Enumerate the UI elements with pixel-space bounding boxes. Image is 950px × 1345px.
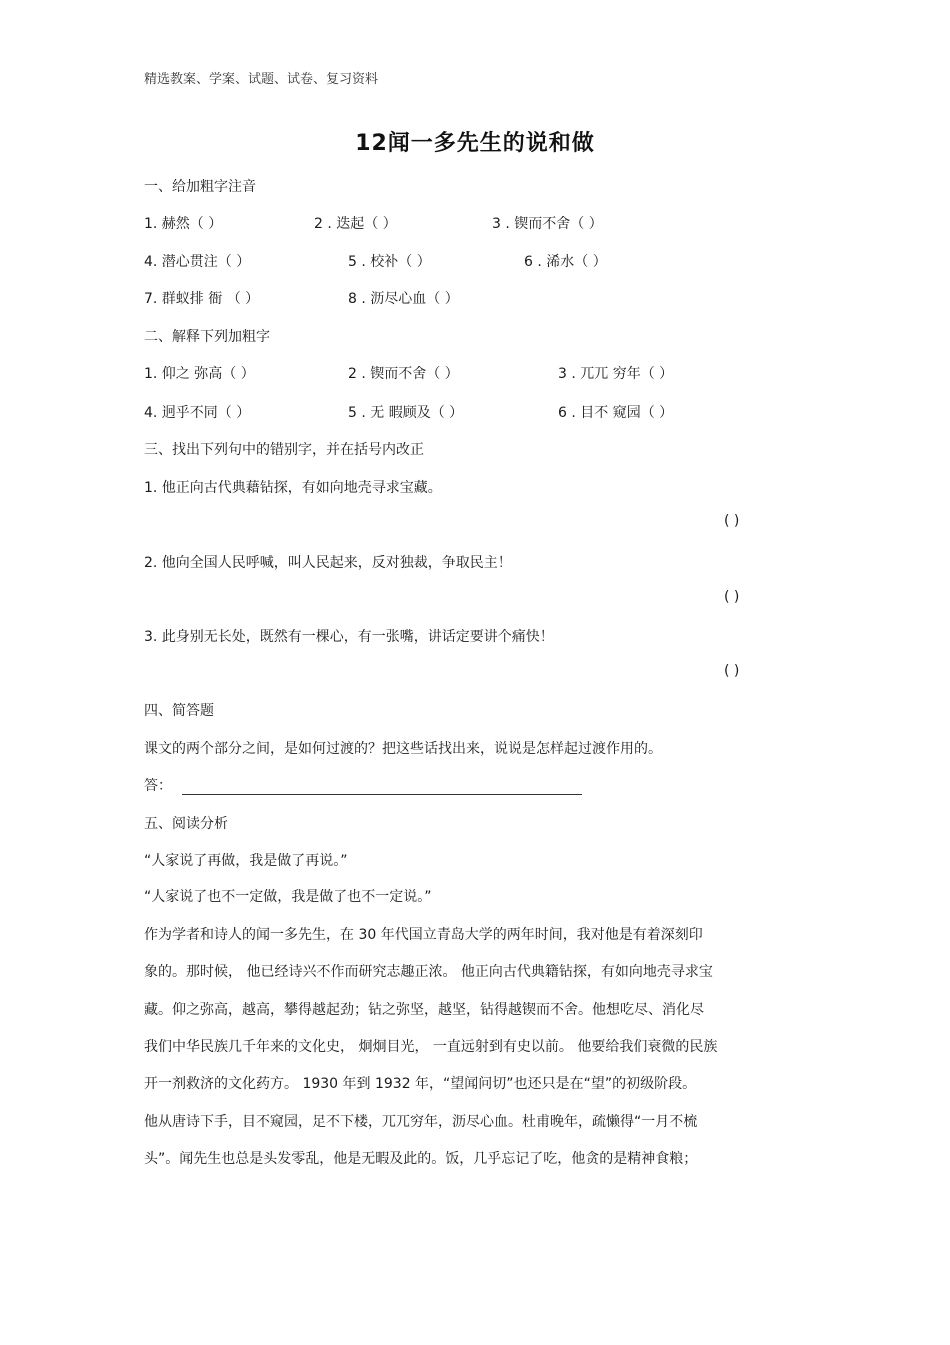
q1-item: 8 . 沥尽心血（ ） <box>348 291 459 307</box>
reading-line: “人家说了再做，我是做了再说。” <box>144 853 348 869</box>
answer-label: 答： <box>144 778 172 794</box>
section-4-heading: 四、简答题 <box>144 703 214 719</box>
q2-item: 4. 迥乎不同（ ） <box>144 405 251 421</box>
section-3-heading: 三、找出下列句中的错别字，并在括号内改正 <box>144 442 424 458</box>
q2-item: 2 . 锲而不舍（ ） <box>348 366 459 382</box>
reading-line: “人家说了也不一定做，我是做了也不一定说。” <box>144 889 432 905</box>
page-title: 12闻一多先生的说和做 <box>355 131 595 156</box>
q3-sentence: 2. 他向全国人民呼喊，叫人民起来，反对独裁，争取民主！ <box>144 555 512 571</box>
q1-item: 6 . 浠水（ ） <box>524 254 607 270</box>
q3-sentence: 3. 此身别无长处，既然有一棵心，有一张嘴，讲话定要讲个痛快！ <box>144 629 554 645</box>
q2-item: 6 . 目不 窥园（ ） <box>558 405 674 421</box>
reading-line: 我们中华民族几千年来的文化史， 炯炯目光， 一直远射到有史以前。 他要给我们衰微的民族 <box>144 1039 718 1055</box>
q1-item: 1. 赫然（ ） <box>144 216 223 232</box>
q3-answer-paren: ( ) <box>724 589 740 605</box>
q4-answer-row <box>144 775 582 795</box>
q3-answer-paren: ( ) <box>724 663 740 679</box>
section-5-heading: 五、阅读分析 <box>144 816 228 832</box>
q1-item: 4. 潜心贯注（ ） <box>144 254 251 270</box>
section-2-heading: 二、解释下列加粗字 <box>144 329 270 345</box>
q1-item: 3 . 锲而不舍（ ） <box>492 216 603 232</box>
reading-line: 作为学者和诗人的闻一多先生，在 30 年代国立青岛大学的两年时间，我对他是有着深刻印 <box>144 927 703 943</box>
q2-item: 5 . 无 暇顾及（ ） <box>348 405 464 421</box>
q1-item: 5 . 校补（ ） <box>348 254 431 270</box>
page-header: 精选教案、学案、试题、试卷、复习资料 <box>144 72 379 87</box>
reading-line: 他从唐诗下手，目不窥园，足不下楼，兀兀穷年，沥尽心血。杜甫晚年，疏懒得“一月不梳 <box>144 1114 698 1130</box>
answer-blank-line[interactable] <box>182 780 582 795</box>
q4-question: 课文的两个部分之间，是如何过渡的？把这些话找出来，说说是怎样起过渡作用的。 <box>144 741 662 757</box>
reading-line: 藏。仰之弥高，越高，攀得越起劲；钻之弥坚，越坚，钻得越锲而不舍。他想吃尽、消化尽 <box>144 1002 704 1018</box>
reading-line: 头”。闻先生也总是头发零乱，他是无暇及此的。饭，几乎忘记了吃，他贪的是精神食粮； <box>144 1151 698 1167</box>
q1-item: 2 . 迭起（ ） <box>314 216 397 232</box>
q2-item: 3 . 兀兀 穷年（ ） <box>558 366 674 382</box>
reading-line: 开一剂救济的文化药方。 1930 年到 1932 年，“望闻问切”也还只是在“望”的初级阶段。 <box>144 1076 697 1092</box>
reading-line: 象的。那时候， 他已经诗兴不作而研究志趣正浓。 他正向古代典籍钻探，有如向地壳寻求宝 <box>144 964 713 980</box>
q3-sentence: 1. 他正向古代典藉钻探，有如向地壳寻求宝藏。 <box>144 480 442 496</box>
q3-answer-paren: ( ) <box>724 513 740 529</box>
q2-item: 1. 仰之 弥高（ ） <box>144 366 255 382</box>
section-1-heading: 一、给加粗字注音 <box>144 179 256 195</box>
q1-item: 7. 群蚁排 衙 （ ） <box>144 291 260 307</box>
